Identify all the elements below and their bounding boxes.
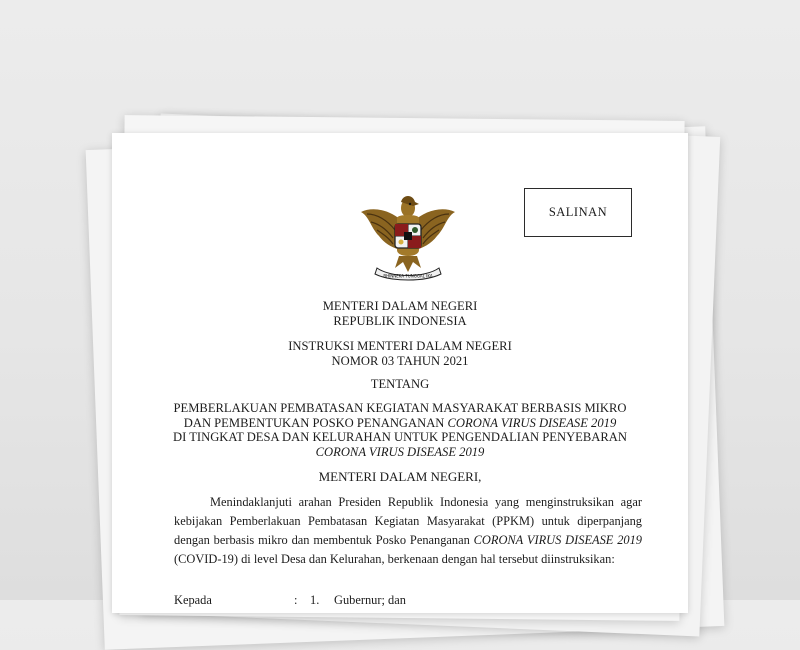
- paragraph-italic: CORONA VIRUS DISEASE 2019: [473, 533, 642, 547]
- subject-line2-text: DAN PEMBENTUKAN POSKO PENANGANAN: [183, 415, 448, 430]
- subject-line3: DI TINGKAT DESA DAN KELURAHAN UNTUK PENGENDALIAN PENYEBARAN: [173, 430, 627, 444]
- subject-line2: [112, 416, 688, 431]
- paragraph-text-2: (COVID-19) di level Desa dan Kelurahan, berkenaan dengan hal tersebut diinstruksikan:: [174, 552, 615, 566]
- kepada-colon: :: [294, 593, 298, 607]
- kepada-item-text: Gubernur; dan: [334, 593, 406, 607]
- subject-line2-italic: CORONA VIRUS DISEASE 2019: [447, 415, 617, 430]
- subject-line1: PEMBERLAKUAN PEMBATASAN KEGIATAN MASYARAKAT BERBASIS MIKRO: [173, 401, 627, 415]
- instruction-title: [112, 339, 688, 368]
- minister-title: MENTERI DALAM NEGERI,: [318, 469, 482, 484]
- garuda-pancasila-emblem-icon: [355, 188, 461, 284]
- svg-text:BHINNEKA TUNGGAL IKA: BHINNEKA TUNGGAL IKA: [383, 273, 433, 279]
- kepada-row: [174, 591, 644, 609]
- salinan-stamp: SALINAN: [524, 188, 632, 237]
- ministry-heading-line1: MENTERI DALAM NEGERI: [322, 299, 478, 313]
- subject-title: [112, 401, 688, 459]
- tentang-label: TENTANG: [370, 377, 430, 391]
- kepada-label: Kepada: [174, 593, 212, 607]
- subject-line4: CORONA VIRUS DISEASE 2019: [315, 444, 485, 459]
- instruction-number: NOMOR 03 TAHUN 2021: [331, 353, 469, 368]
- paragraph-text-1: Menindaklanjuti arahan Presiden Republik Indonesia yang menginstruksikan agar kebijakan Pemberlakuan Pembatasan Kegiatan Masyarakat (PPKM) untuk diperpanjang dengan berbasis mikro dan membentuk Posko Penanganan: [174, 495, 642, 547]
- instruction-paragraph: [174, 493, 642, 569]
- document-page: [112, 133, 688, 613]
- instruction-title-line1: INSTRUKSI MENTERI DALAM NEGERI: [288, 339, 512, 353]
- kepada-item-number: 1.: [310, 593, 320, 607]
- ministry-heading: [112, 299, 688, 328]
- ministry-heading-line2: REPUBLIK INDONESIA: [333, 313, 467, 328]
